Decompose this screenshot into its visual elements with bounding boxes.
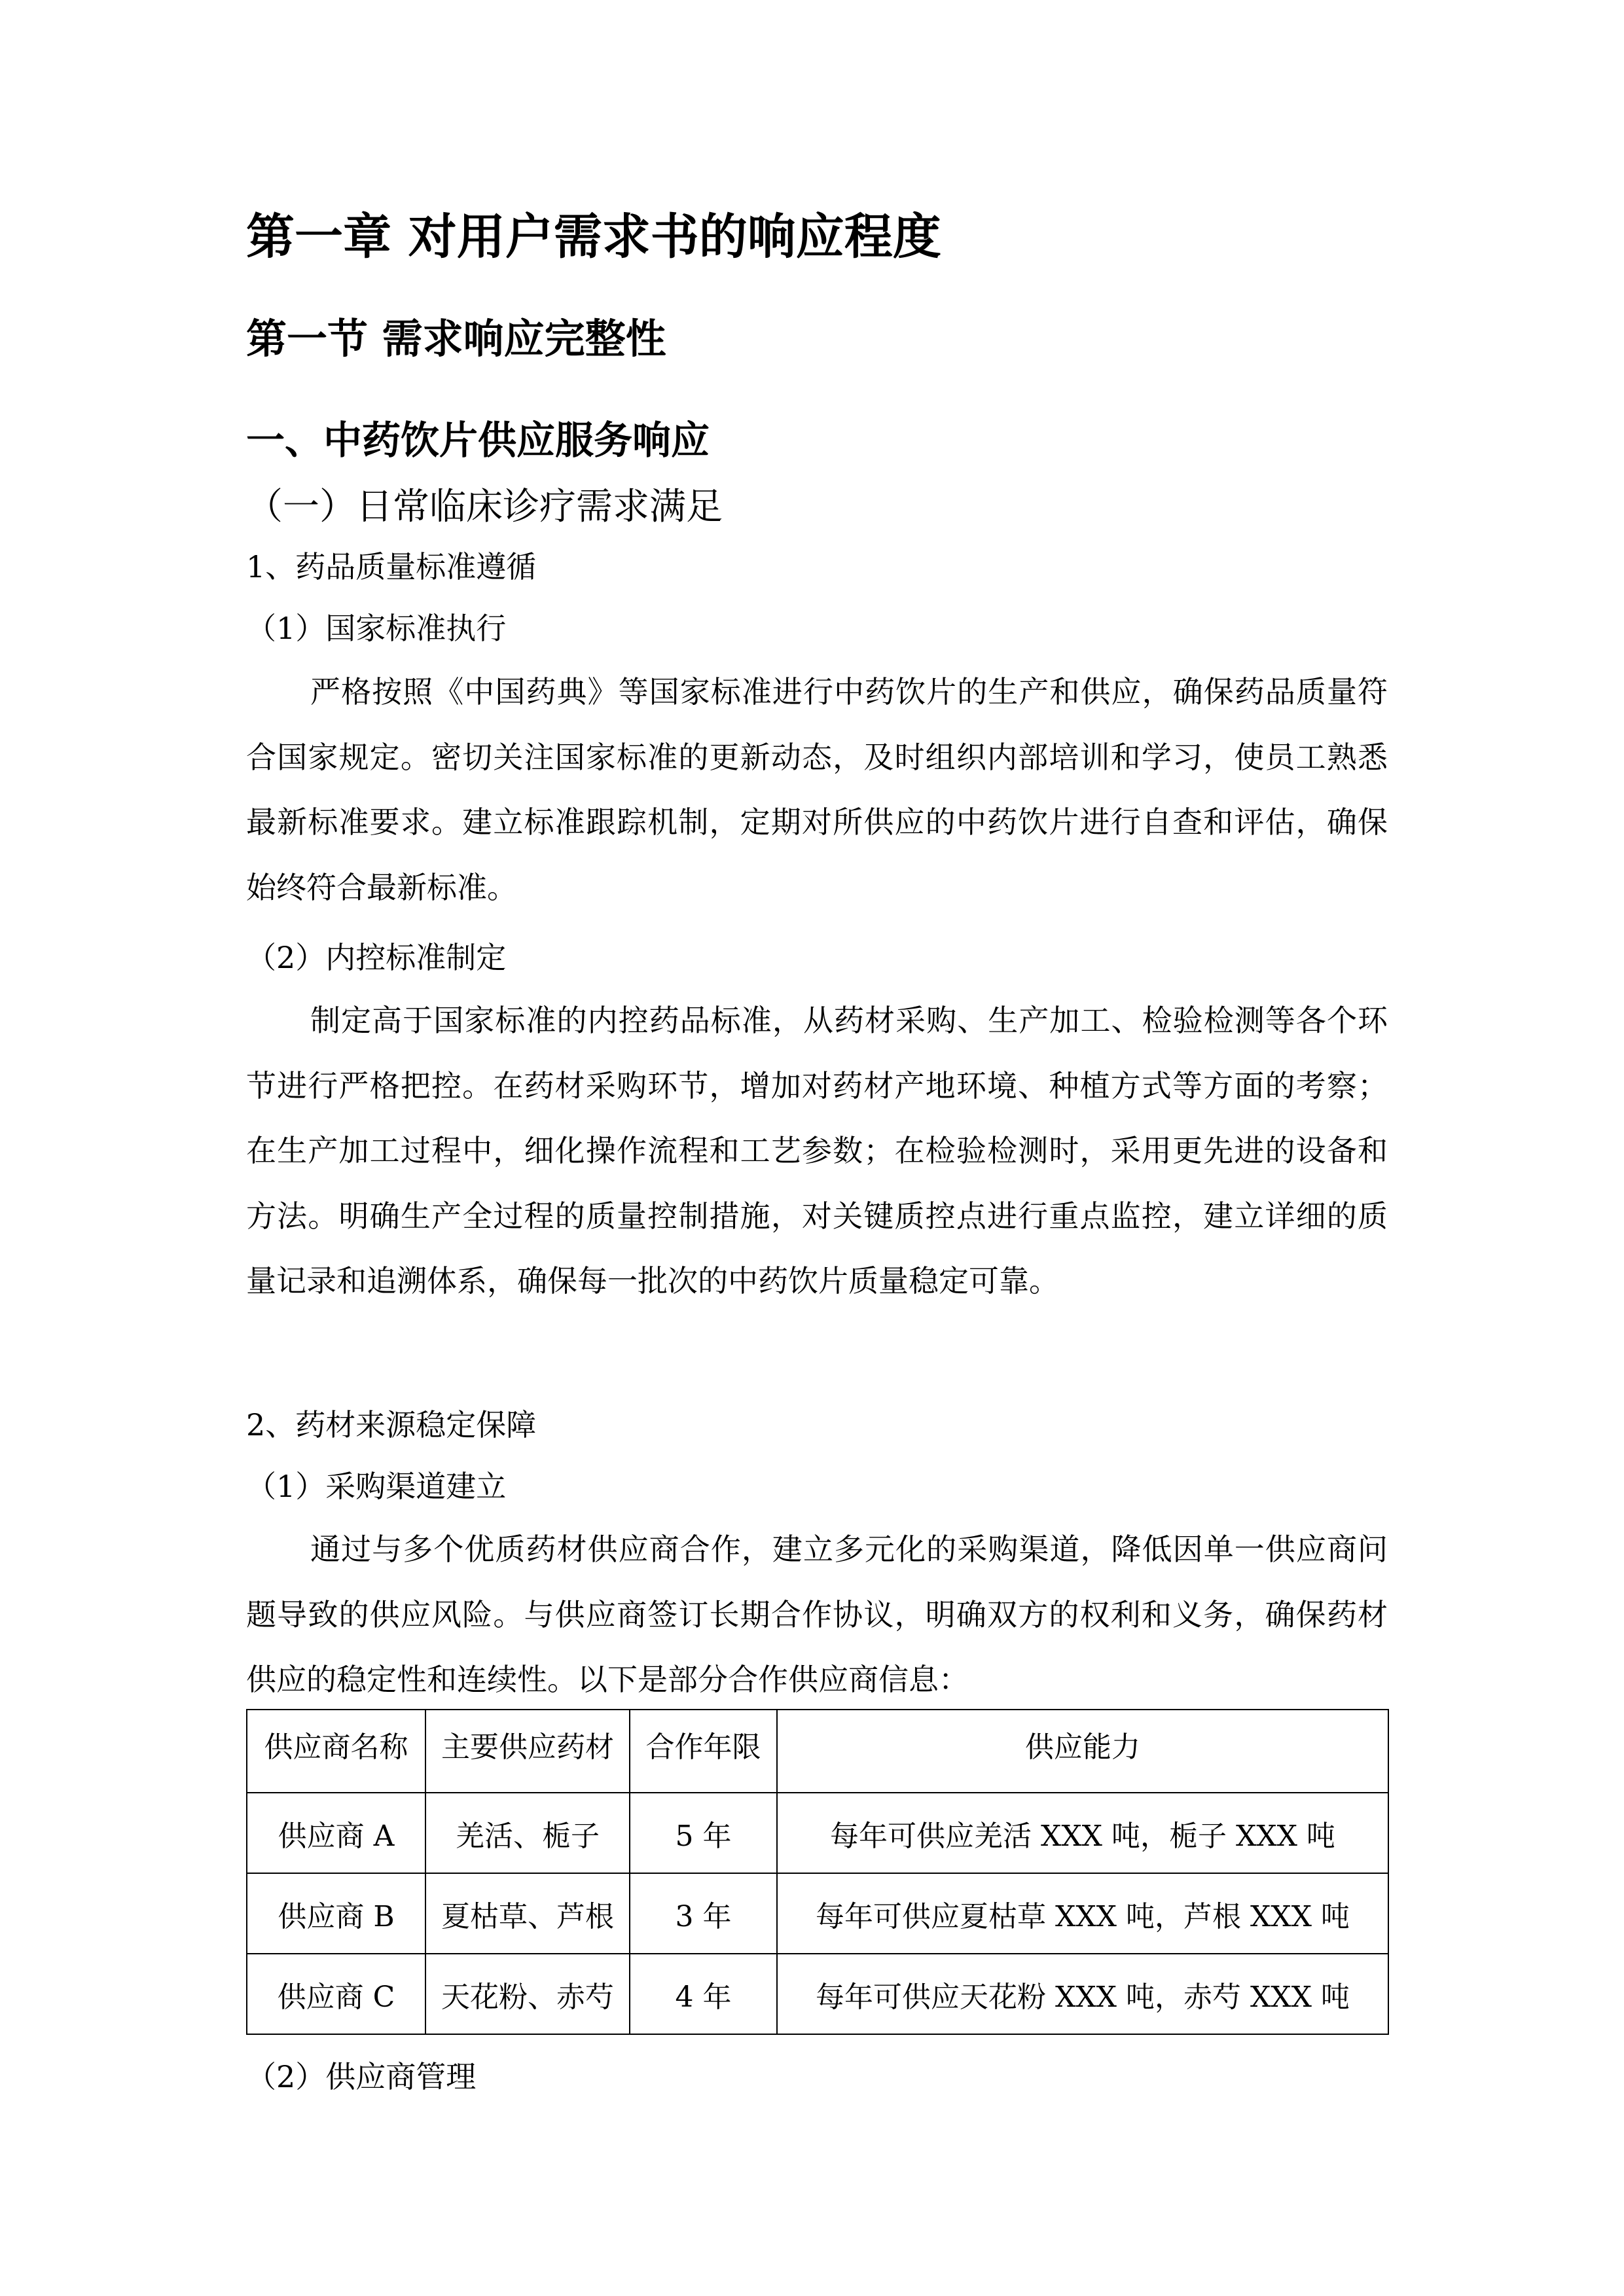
- table-cell: 每年可供应夏枯草 XXX 吨，芦根 XXX 吨: [777, 1873, 1388, 1954]
- table-row: [247, 1793, 1388, 1873]
- table-cell: 3 年: [630, 1873, 777, 1954]
- table-cell: 羌活、栀子: [425, 1793, 630, 1873]
- table-cell: 供应商 A: [247, 1793, 425, 1873]
- table-row: [247, 1873, 1388, 1954]
- table-cell: 供应商 B: [247, 1873, 425, 1954]
- chapter-title: 第一章 对用户需求书的响应程度: [246, 209, 941, 265]
- item-2-title: 2、药材来源稳定保障: [246, 1407, 537, 1443]
- item-1-sub-2-title: （2）内控标准制定: [246, 940, 507, 975]
- table-cell: 供应商 C: [247, 1954, 425, 2034]
- table-header-cell: 主要供应药材: [425, 1710, 630, 1793]
- table-cell: 夏枯草、芦根: [425, 1873, 630, 1954]
- item-1-sub-1-paragraph: 严格按照《中国药典》等国家标准进行中药饮片的生产和供应，确保药品质量符合国家规定。密切关注国家标准的更新动态，及时组织内部培训和学习，使员工熟悉最新标准要求。建立标准跟踪机制，定期对所供应的中药饮片进行自查和评估，确保始终符合最新标准。: [246, 674, 1388, 905]
- table-cell: 5 年: [630, 1793, 777, 1873]
- item-2-sub-1-title: （1）采购渠道建立: [246, 1469, 507, 1504]
- table-cell: 4 年: [630, 1954, 777, 2034]
- heading-level-2: （一）日常临床诊疗需求满足: [246, 486, 723, 528]
- table-row: [247, 1954, 1388, 2034]
- item-2-sub-1-paragraph: 通过与多个优质药材供应商合作，建立多元化的采购渠道，降低因单一供应商问题导致的供应风险。与供应商签订长期合作协议，明确双方的权利和义务，确保药材供应的稳定性和连续性。以下是部分合作供应商信息：: [246, 1532, 1388, 1697]
- table-cell: 每年可供应羌活 XXX 吨，栀子 XXX 吨: [777, 1793, 1388, 1873]
- supplier-table: [246, 1709, 1389, 2035]
- item-1-title: 1、药品质量标准遵循: [246, 549, 537, 584]
- item-1-sub-1-title: （1）国家标准执行: [246, 611, 507, 646]
- item-2-sub-2-title: （2）供应商管理: [246, 2059, 477, 2094]
- table-header-row: [247, 1710, 1388, 1793]
- item-1-sub-2-paragraph: 制定高于国家标准的内控药品标准，从药材采购、生产加工、检验检测等各个环节进行严格把控。在药材采购环节，增加对药材产地环境、种植方式等方面的考察；在生产加工过程中，细化操作流程和工艺参数；在检验检测时，采用更先进的设备和方法。明确生产全过程的质量控制措施，对关键质控点进行重点监控，建立详细的质量记录和追溯体系，确保每一批次的中药饮片质量稳定可靠。: [246, 1003, 1388, 1299]
- table-cell: 每年可供应天花粉 XXX 吨，赤芍 XXX 吨: [777, 1954, 1388, 2034]
- table-cell: 天花粉、赤芍: [425, 1954, 630, 2034]
- section-title: 第一节 需求响应完整性: [246, 315, 666, 363]
- table-header-cell: 供应商名称: [247, 1710, 425, 1793]
- table-header-cell: 合作年限: [630, 1710, 777, 1793]
- table-header-cell: 供应能力: [777, 1710, 1388, 1793]
- heading-level-1: 一、中药饮片供应服务响应: [246, 418, 710, 463]
